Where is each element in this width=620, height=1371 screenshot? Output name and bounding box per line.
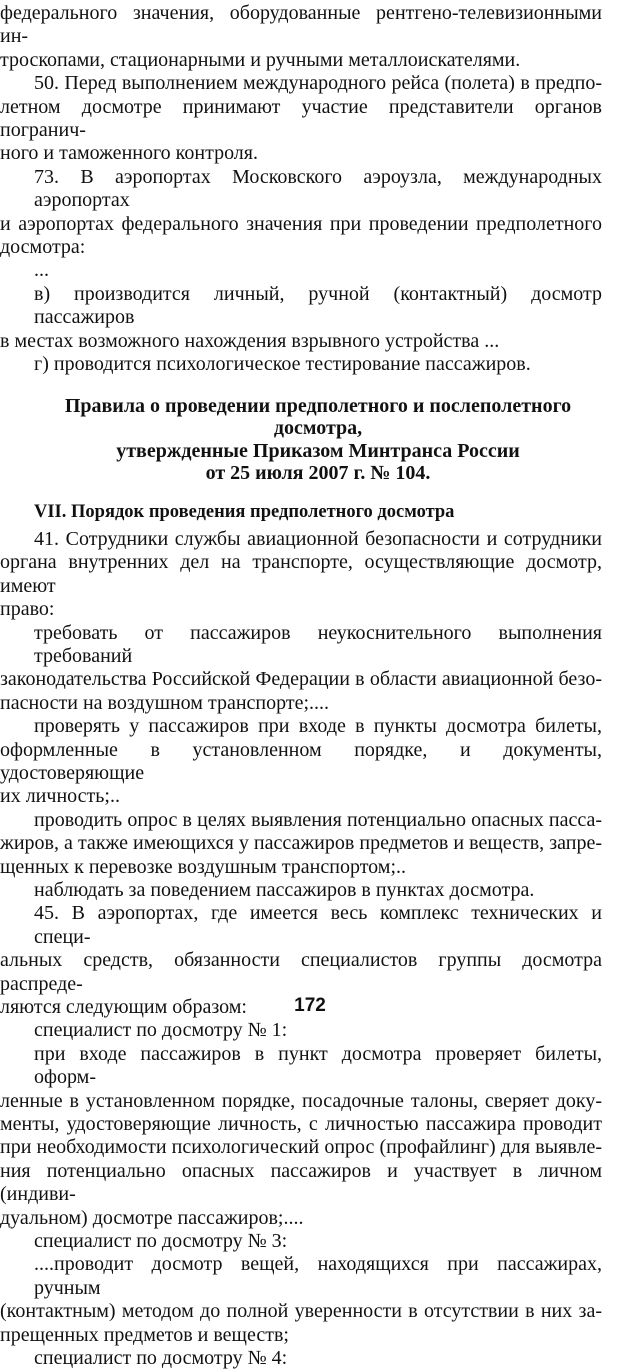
text-line: троскопами, стационарными и ручными металлоискателями. — [0, 48, 521, 71]
text-line: дуальном) досмотре пассажиров;.... — [0, 1206, 304, 1229]
text-line: ного и таможенного контроля. — [0, 142, 258, 165]
text-line: специалист по досмотру № 1: — [34, 1019, 288, 1042]
text-line: и аэропортах федерального значения при проведении предполетного — [0, 212, 602, 235]
heading-line-3: от 25 июля 2007 г. № 104. — [205, 462, 431, 485]
text-line: 50. Перед выполнением международного рейса (полета) в предпо- — [34, 72, 602, 95]
text-line: ... — [34, 259, 49, 282]
text-line: право: — [0, 598, 55, 621]
page-number: 172 — [294, 995, 326, 1016]
text-line: менты, удостоверяющие личность, с личностью пассажира проводит — [0, 1113, 602, 1136]
text-line: проверять у пассажиров при входе в пункты досмотра билеты, — [34, 715, 602, 738]
text-line: при необходимости психологический опрос (профайлинг) для выявле- — [0, 1136, 602, 1159]
text-line: требовать от пассажиров неукоснительного выполнения требований — [34, 621, 602, 667]
text-line: ....проводит досмотр вещей, находящихся при пассажирах, ручным — [34, 1253, 602, 1299]
text-line: прещенных предметов и веществ; — [0, 1323, 289, 1346]
text-line: досмотра: — [0, 236, 86, 259]
text-line: ния потенциально опасных пассажиров и участвует в личном (индиви- — [0, 1159, 602, 1206]
text-line: 41. Сотрудники службы авиационной безопасности и сотрудники — [34, 527, 602, 550]
text-line: 45. В аэропортах, где имеется весь комплекс технических и специ- — [34, 902, 602, 948]
text-line: ленные в установленном порядке, посадочные талоны, сверяет доку- — [0, 1089, 602, 1112]
text-line: (контактным) методом до полной уверенности в отсутствии в них за- — [0, 1300, 602, 1323]
rules-heading — [34, 395, 602, 485]
text-line: альных средств, обязанности специалистов группы досмотра распреде- — [0, 949, 602, 995]
text-line: щенных к перевозке воздушным транспортом;.. — [0, 855, 407, 878]
text-line: оформленные в установленном порядке, и документы, удостоверяющие — [0, 738, 602, 784]
text-line: законодательства Российской Федерации в области авиационной безо- — [0, 668, 602, 691]
text-line: наблюдать за поведением пассажиров в пунктах досмотра. — [34, 878, 535, 901]
text-line: летном досмотре принимают участие представители органов погранич- — [0, 95, 602, 142]
text-line: 73. В аэропортах Московского аэроузла, международных аэропортах — [34, 165, 602, 212]
top-text-block — [0, 2, 602, 377]
heading-line-2: утвержденные Приказом Минтранса России — [116, 439, 520, 462]
text-line: федерального значения, оборудованные рентгено-телевизионными ин- — [0, 2, 602, 48]
text-line: при входе пассажиров в пункт досмотра проверяет билеты, оформ- — [34, 1042, 602, 1089]
heading-line-1: Правила о проведении предполетного и послеполетного досмотра, — [64, 394, 572, 440]
text-line: ляются следующим образом: — [0, 996, 247, 1018]
text-line: проводить опрос в целях выявления потенциально опасных пасса- — [34, 808, 602, 831]
section-title: VII. Порядок проведения предполетного досмотра — [34, 501, 455, 522]
text-line: специалист по досмотру № 4: — [34, 1347, 288, 1370]
text-line: их личность;.. — [0, 785, 120, 808]
text-line: в местах возможного нахождения взрывного устройства ... — [0, 329, 500, 352]
text-line: жиров, а также имеющихся у пассажиров предметов и веществ, запре- — [0, 832, 602, 855]
bottom-text-block — [0, 527, 602, 1371]
text-line: в) производится личный, ручной (контактный) досмотр пассажиров — [34, 282, 602, 329]
text-line: пасности на воздушном транспорте;.... — [0, 691, 330, 714]
text-line: г) проводится психологическое тестирование пассажиров. — [34, 353, 531, 376]
text-line: специалист по досмотру № 3: — [34, 1230, 288, 1253]
text-line: органа внутренних дел на транспорте, осуществляющие досмотр, имеют — [0, 551, 602, 597]
